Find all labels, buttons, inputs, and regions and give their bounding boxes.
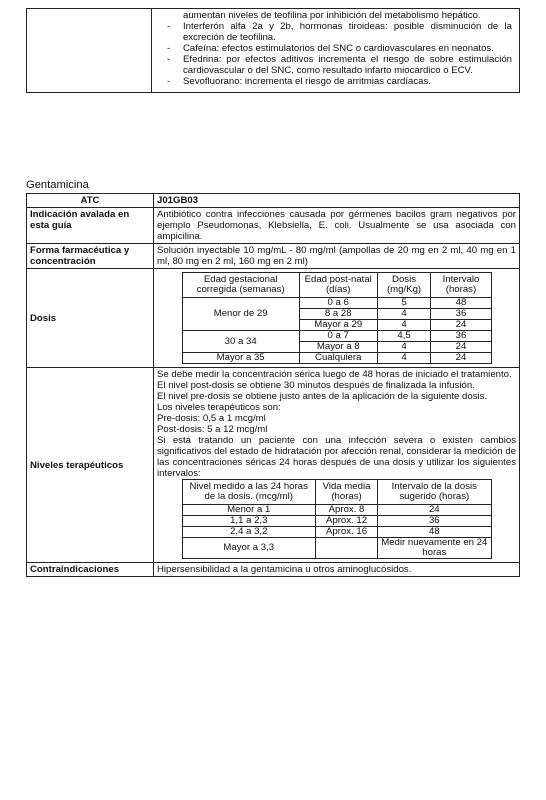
contraindicaciones-row — [27, 563, 520, 577]
niveles-label: Niveles terapéuticos — [27, 368, 154, 563]
dose-post-cell: Mayor a 8 — [299, 342, 377, 353]
dose-interval-cell: 36 — [431, 331, 491, 342]
levels-cell: Aprox. 16 — [315, 527, 377, 538]
dose-post-cell: 8 a 28 — [299, 309, 377, 320]
interaction-item: - Cafeína: efectos estimulatorios del SNC o cardiovasculares en neonatos. — [167, 43, 512, 54]
dose-row — [182, 331, 491, 342]
dose-dose-cell: 4,5 — [377, 331, 431, 342]
dose-interval-cell: 24 — [431, 353, 491, 364]
dose-row — [182, 353, 491, 364]
levels-header-cell: Intervalo de la dosis sugerido (horas) — [378, 480, 491, 505]
levels-cell: Menor a 1 — [182, 505, 315, 516]
dose-header-cell: Edad gestacional corregida (semanas) — [182, 273, 299, 298]
gestational-age-cell: Mayor a 35 — [182, 353, 299, 364]
dosis-row — [27, 269, 520, 368]
continuation-table — [26, 8, 520, 93]
levels-cell: 1,1 a 2,3 — [182, 516, 315, 527]
niveles-line: Si está tratando un paciente con una infección severa o existen cambios significativos del estado de hidratación por afección renal, considerar la medición de las concentraciones séricas 24 horas después de una dosis y utilizar los siguientes intervalos: — [157, 435, 516, 479]
gestational-age-cell: Menor de 29 — [182, 298, 299, 331]
dose-post-cell: 0 a 6 — [299, 298, 377, 309]
interaction-item: - Efedrina: por efectos aditivos incrementa el riesgo de sobre estimulación cardiovascular o del SNC, como resultado infarto miocárdico o ECV. — [167, 54, 512, 76]
dose-post-cell: Cualquiera — [299, 353, 377, 364]
dose-dose-cell: 4 — [377, 309, 431, 320]
dose-header-cell: Edad post-natal (días) — [299, 273, 377, 298]
indicacion-row — [27, 208, 520, 244]
niveles-text — [157, 369, 516, 479]
dose-header-cell: Intervalo (horas) — [431, 273, 491, 298]
dose-interval-cell: 48 — [431, 298, 491, 309]
niveles-line: Pre-dosis: 0,5 a 1 mcg/ml — [157, 413, 266, 424]
levels-row — [182, 538, 491, 559]
dose-post-cell: 0 a 7 — [299, 331, 377, 342]
interactions-cell — [152, 9, 520, 93]
dosis-cell — [154, 269, 520, 368]
interaction-item: - Interferón alfa 2a y 2b, hormonas tiroideas: posible disminución de la excreción de teofilina. — [167, 21, 512, 43]
niveles-line: Se debe medir la concentración sérica luego de 48 horas de iniciado el tratamiento. — [157, 369, 512, 380]
niveles-line: El nivel pre-dosis se obtiene justo antes de la aplicación de la siguiente dosis. — [157, 391, 488, 402]
dosis-label: Dosis — [27, 269, 154, 368]
levels-cell: Aprox. 8 — [315, 505, 377, 516]
niveles-row — [27, 368, 520, 563]
dose-row — [182, 298, 491, 309]
drug-name: Gentamicina — [26, 179, 89, 191]
niveles-line: Los niveles terapéuticos son: — [157, 402, 281, 413]
dose-dose-cell: 4 — [377, 342, 431, 353]
atc-label: ATC — [27, 194, 154, 208]
levels-cell: 2,4 a 3,2 — [182, 527, 315, 538]
levels-header-cell: Vida media (horas) — [315, 480, 377, 505]
levels-cell: Aprox. 12 — [315, 516, 377, 527]
dose-dose-cell: 4 — [377, 353, 431, 364]
dose-dose-cell: 5 — [377, 298, 431, 309]
niveles-line: Post-dosis: 5 a 12 mcg/ml — [157, 424, 268, 435]
indicacion-label: Indicación avalada en esta guía — [27, 208, 154, 244]
interaction-item: aumentan niveles de teofilina por inhibición del metabolismo hepático. — [183, 10, 481, 21]
levels-header-cell: Nivel medido a las 24 horas de la dosis. (mcg/ml) — [182, 480, 315, 505]
blank-label-cell — [27, 9, 152, 93]
dose-dose-cell: 4 — [377, 320, 431, 331]
dose-table — [182, 272, 492, 364]
levels-cell: 48 — [378, 527, 491, 538]
levels-row — [182, 527, 491, 538]
contraindicaciones-label: Contraindicaciones — [27, 563, 154, 577]
contraindicaciones-value: Hipersensibilidad a la gentamicina u otros aminoglucósidos. — [154, 563, 520, 577]
dose-interval-cell: 36 — [431, 309, 491, 320]
forma-row — [27, 244, 520, 269]
levels-cell: Mayor a 3,3 — [182, 538, 315, 559]
atc-row — [27, 194, 520, 208]
dose-header-cell: Dosis (mg/Kg) — [377, 273, 431, 298]
niveles-cell — [154, 368, 520, 563]
levels-cell — [315, 538, 377, 559]
gestational-age-cell: 30 a 34 — [182, 331, 299, 353]
levels-row — [182, 516, 491, 527]
levels-cell: 36 — [378, 516, 491, 527]
levels-table — [182, 479, 492, 559]
dose-interval-cell: 24 — [431, 320, 491, 331]
interaction-item: - Sevofluorano: incrementa el riesgo de arritmias cardíacas. — [167, 76, 512, 87]
levels-cell: 24 — [378, 505, 491, 516]
interactions-list — [155, 10, 516, 91]
levels-header-row — [182, 480, 491, 505]
atc-value: J01GB03 — [154, 194, 520, 208]
indicacion-value: Antibiótico contra infecciones causada por gérmenes bacilos gram negativos por ejemplo Pseudomonas, Klebsiella, E. coli. Usualmente se usa asociada con ampicilina. — [154, 208, 520, 244]
drug-monograph-table — [26, 193, 520, 577]
levels-cell: Medir nuevamente en 24 horas — [378, 538, 491, 559]
forma-value: Solución inyectable 10 mg/mL - 80 mg/ml (ampollas de 20 mg en 2 ml, 40 mg en 1 ml, 80 mg en 2 ml, 160 mg en 2 ml) — [154, 244, 520, 269]
dose-post-cell: Mayor a 29 — [299, 320, 377, 331]
dose-interval-cell: 24 — [431, 342, 491, 353]
niveles-line: El nivel post-dosis se obtiene 30 minutos después de finalizada la infusión. — [157, 380, 475, 391]
forma-label: Forma farmacéutica y concentración — [27, 244, 154, 269]
levels-row — [182, 505, 491, 516]
dose-header-row — [182, 273, 491, 298]
